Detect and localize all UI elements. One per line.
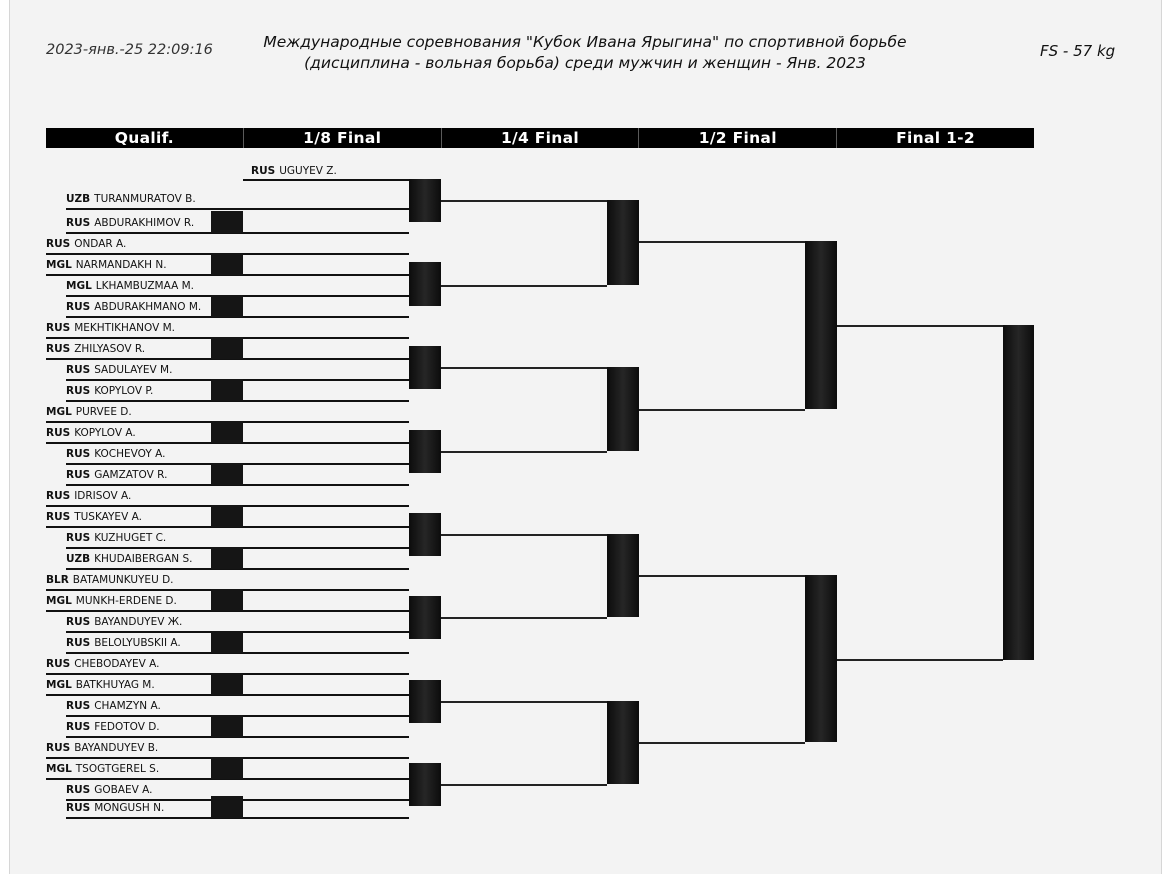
round-1-2-final: 1/2 Final	[639, 128, 837, 148]
athlete-country: RUS	[46, 322, 71, 334]
athlete-entry	[46, 490, 131, 502]
athlete-name: MEKHTIKHANOV M.	[74, 322, 175, 334]
athlete-name: KOCHEVOY A.	[94, 448, 166, 460]
connector-line	[837, 325, 1003, 327]
athlete-name: NARMANDAKH N.	[75, 259, 167, 271]
athlete-underline	[66, 208, 409, 210]
athlete-name: ABDURAKHIMOV R.	[94, 217, 195, 229]
round16-match-box	[409, 430, 441, 473]
athlete-country: RUS	[66, 364, 91, 376]
qualif-score-box	[211, 253, 243, 275]
athlete-country: MGL	[46, 406, 72, 418]
athlete-entry	[66, 637, 181, 649]
quarterfinal-match-box	[607, 367, 639, 451]
athlete-name: BAYANDUYEV Ж.	[94, 616, 183, 628]
quarterfinal-match-box	[607, 701, 639, 784]
athlete-name: BAYANDUYEV B.	[74, 742, 159, 754]
athlete-country: RUS	[66, 637, 91, 649]
athlete-entry	[46, 679, 155, 691]
qualif-score-box	[211, 295, 243, 317]
qualif-score-box	[211, 589, 243, 611]
quarterfinal-match-box	[607, 534, 639, 617]
athlete-name: BATAMUNKUYEU D.	[72, 574, 174, 586]
athlete-entry	[46, 406, 132, 418]
qualif-score-box	[211, 379, 243, 401]
round-header	[46, 128, 1034, 148]
qualif-score-box	[211, 211, 243, 233]
athlete-country: RUS	[66, 802, 91, 814]
athlete-entry	[46, 574, 174, 586]
athlete-entry	[46, 322, 175, 334]
connector-line	[441, 285, 607, 287]
athlete-country: RUS	[46, 742, 71, 754]
athlete-name: TURANMURATOV B.	[94, 193, 196, 205]
athlete-name: MUNKH-ERDENE D.	[75, 595, 177, 607]
athlete-country: RUS	[66, 469, 91, 481]
athlete-name: TUSKAYEV A.	[74, 511, 142, 523]
athlete-country: BLR	[46, 574, 69, 586]
athlete-name: KHUDAIBERGAN S.	[94, 553, 193, 565]
qualif-score-box	[211, 337, 243, 359]
connector-line	[441, 534, 607, 536]
semifinal-match-box	[805, 241, 837, 409]
athlete-name: LKHAMBUZMAA M.	[95, 280, 194, 292]
athlete-name: KUZHUGET C.	[94, 532, 167, 544]
athlete-country: UZB	[66, 553, 91, 565]
round-1-8-final: 1/8 Final	[244, 128, 442, 148]
qualif-score-box	[211, 505, 243, 527]
athlete-country: RUS	[251, 165, 276, 177]
athlete-name: BATKHUYAG M.	[75, 679, 155, 691]
round-final: Final 1-2	[896, 129, 975, 147]
connector-line	[639, 742, 805, 744]
athlete-name: GAMZATOV R.	[94, 469, 168, 481]
round16-match-box	[409, 513, 441, 556]
athlete-entry	[46, 427, 136, 439]
connector-line	[441, 367, 607, 369]
athlete-entry	[66, 448, 165, 460]
athlete-entry	[46, 763, 159, 775]
athlete-country: RUS	[66, 385, 91, 397]
athlete-entry	[66, 616, 182, 628]
athlete-name: BELOLYUBSKII A.	[94, 637, 181, 649]
athlete-name: ABDURAKHMANO M.	[94, 301, 202, 313]
qualif-score-box	[211, 463, 243, 485]
athlete-entry	[66, 553, 192, 565]
timestamp: 2023-янв.-25 22:09:16	[46, 42, 213, 58]
weight-class: FS - 57 kg	[1040, 42, 1116, 60]
athlete-name: UGUYEV Z.	[279, 165, 337, 177]
athlete-country: RUS	[46, 238, 71, 250]
final-match-box	[1003, 325, 1034, 660]
athlete-country: RUS	[46, 490, 71, 502]
athlete-entry	[46, 511, 142, 523]
connector-line	[441, 451, 607, 453]
athlete-name: ZHILYASOV R.	[74, 343, 146, 355]
athlete-entry	[46, 238, 126, 250]
qualif-score-box	[211, 757, 243, 779]
athlete-entry	[66, 802, 164, 814]
athlete-country: RUS	[66, 448, 91, 460]
round16-match-box	[409, 346, 441, 389]
bye-athlete	[251, 165, 337, 177]
athlete-country: RUS	[46, 658, 71, 670]
event-title	[220, 32, 950, 74]
athlete-country: UZB	[66, 193, 91, 205]
athlete-country: RUS	[66, 784, 91, 796]
athlete-entry	[66, 385, 153, 397]
athlete-country: RUS	[66, 532, 91, 544]
athlete-entry	[66, 532, 166, 544]
athlete-entry	[66, 193, 196, 205]
athlete-country: RUS	[66, 301, 91, 313]
athlete-entry	[46, 658, 160, 670]
athlete-entry	[66, 280, 194, 292]
quarterfinal-match-box	[607, 200, 639, 285]
athlete-entry	[46, 742, 158, 754]
connector-line	[441, 200, 607, 202]
athlete-country: MGL	[46, 259, 72, 271]
athlete-entry	[46, 343, 145, 355]
athlete-country: RUS	[46, 343, 71, 355]
qualif-score-box	[211, 421, 243, 443]
athlete-country: RUS	[66, 721, 91, 733]
athlete-entry	[66, 469, 167, 481]
connector-line	[837, 659, 1003, 661]
athlete-entry	[66, 217, 194, 229]
connector-line	[441, 701, 607, 703]
athlete-name: CHEBODAYEV A.	[74, 658, 160, 670]
athlete-name: KOPYLOV P.	[94, 385, 154, 397]
athlete-country: RUS	[66, 700, 91, 712]
athlete-name: KOPYLOV A.	[74, 427, 136, 439]
round-1-4-final: 1/4 Final	[442, 128, 640, 148]
event-title-line-1: Международные соревнования "Кубок Ивана Ярыгина" по спортивной борьбе	[263, 33, 907, 51]
connector-line	[441, 784, 607, 786]
athlete-entry	[66, 700, 161, 712]
round16-match-box	[409, 680, 441, 723]
athlete-country: MGL	[46, 763, 72, 775]
athlete-name: PURVEE D.	[75, 406, 132, 418]
athlete-name: ONDAR A.	[74, 238, 127, 250]
athlete-country: MGL	[66, 280, 92, 292]
athlete-entry	[66, 301, 201, 313]
athlete-name: MONGUSH N.	[94, 802, 165, 814]
athlete-name: IDRISOV A.	[74, 490, 132, 502]
qualif-score-box	[211, 715, 243, 737]
connector-line	[639, 575, 805, 577]
round16-match-box	[409, 596, 441, 639]
athlete-name: SADULAYEV M.	[94, 364, 173, 376]
athlete-country: MGL	[46, 679, 72, 691]
athlete-underline	[243, 179, 409, 181]
athlete-country: MGL	[46, 595, 72, 607]
athlete-entry	[46, 259, 167, 271]
connector-line	[639, 241, 805, 243]
round16-match-box	[409, 262, 441, 306]
athlete-entry	[66, 364, 172, 376]
athlete-country: RUS	[46, 511, 71, 523]
qualif-score-box	[211, 673, 243, 695]
athlete-name: FEDOTOV D.	[94, 721, 160, 733]
semifinal-match-box	[805, 575, 837, 742]
athlete-name: GOBAEV A.	[94, 784, 153, 796]
connector-line	[441, 617, 607, 619]
round16-match-box	[409, 179, 441, 222]
athlete-country: RUS	[66, 217, 91, 229]
round16-match-box	[409, 763, 441, 806]
qualif-score-box	[211, 796, 243, 818]
athlete-name: TSOGTGEREL S.	[75, 763, 160, 775]
athlete-name: CHAMZYN A.	[94, 700, 161, 712]
athlete-country: RUS	[66, 616, 91, 628]
athlete-entry	[66, 721, 160, 733]
athlete-entry	[46, 595, 177, 607]
round-qualif: Qualif.	[46, 128, 244, 148]
qualif-score-box	[211, 547, 243, 569]
qualif-score-box	[211, 631, 243, 653]
athlete-country: RUS	[46, 427, 71, 439]
event-title-line-2: (дисциплина - вольная борьба) среди мужчин и женщин - Янв. 2023	[304, 54, 866, 72]
connector-line	[639, 409, 805, 411]
athlete-entry	[66, 784, 152, 796]
